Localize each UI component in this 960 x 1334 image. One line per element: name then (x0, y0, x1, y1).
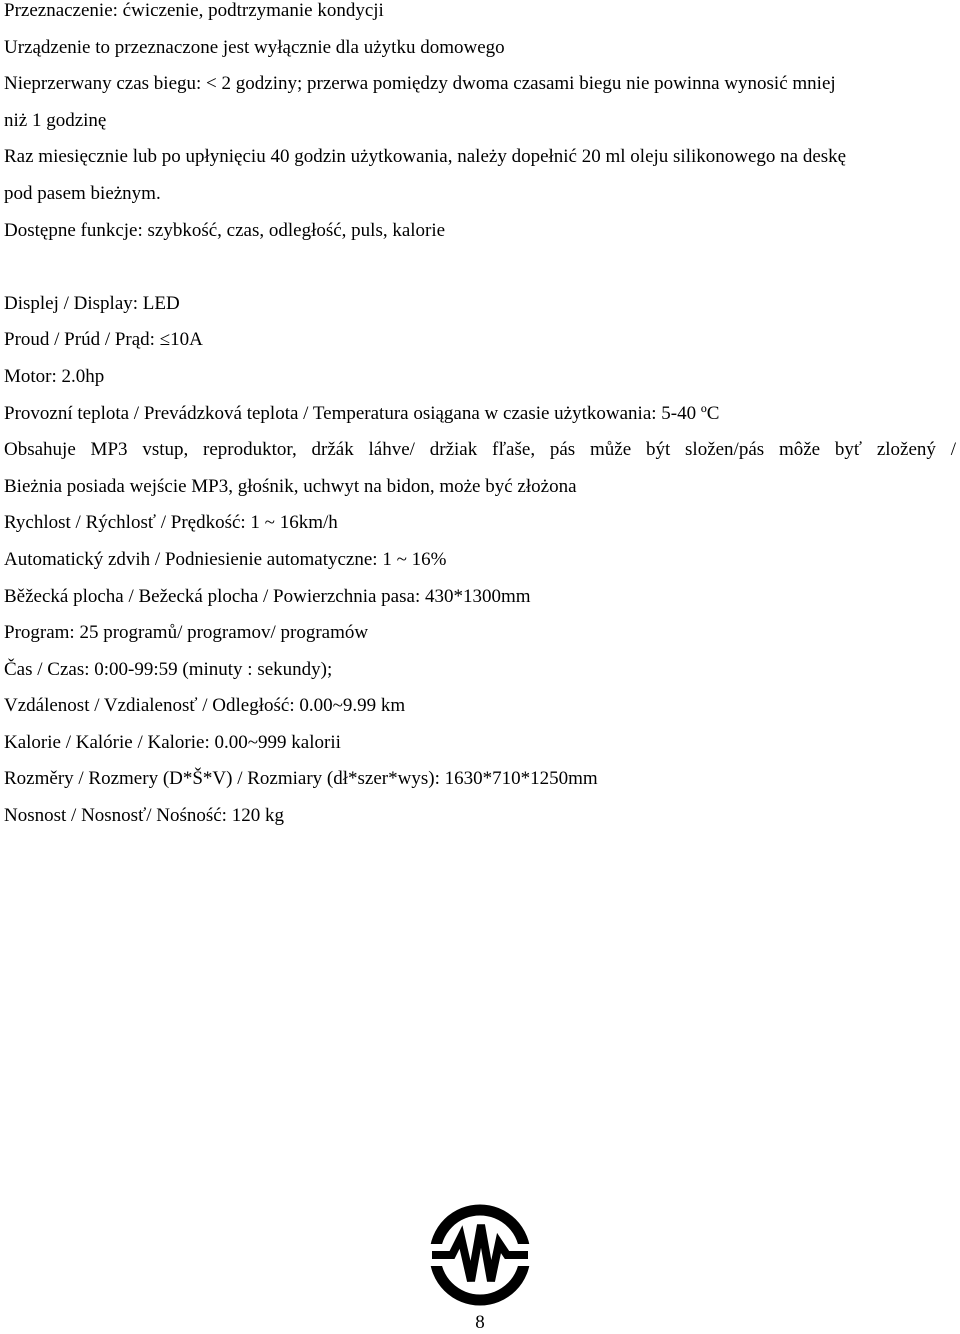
purpose-line: Przeznaczenie: ćwiczenie, podtrzymanie kondycji (4, 0, 384, 21)
features-spec-cz-sk: Obsahuje MP3 vstup, reproduktor, držák láhve/ držiak fľaše, pás může být složen/pás môže byť zložený / (4, 439, 956, 461)
document-body (4, 0, 956, 842)
distance-spec: Vzdálenost / Vzdialenosť / Odległość: 0.00~9.99 km (4, 695, 406, 717)
functions-line: Dostępne funkcje: szybkość, czas, odległość, puls, kalorie (4, 219, 446, 241)
belt-area-spec: Běžecká plocha / Bežecká plocha / Powierzchnia pasa: 430*1300mm (4, 585, 531, 607)
maintenance-line: Raz miesięcznie lub po upłynięciu 40 godzin użytkowania, należy dopełnić 20 ml oleju silikonowego na deskę (4, 146, 847, 168)
home-use-line: Urządzenie to przeznaczone jest wyłącznie dla użytku domowego (4, 36, 505, 58)
temperature-spec: Provozní teplota / Prevádzková teplota / Temperatura osiągana w czasie użytkowania: 5-40 ºC (4, 402, 720, 424)
display-spec: Displej / Display: LED (4, 292, 180, 314)
features-spec-pl: Bieżnia posiada wejście MP3, głośnik, uchwyt na bidon, może być złożona (4, 475, 577, 497)
calories-spec: Kalorie / Kalórie / Kalorie: 0.00~999 kalorii (4, 731, 341, 753)
blank-spacer (4, 256, 956, 293)
maintenance-line-cont: pod pasem bieżnym. (4, 182, 161, 204)
time-spec: Čas / Czas: 0:00-99:59 (minuty : sekundy); (4, 658, 333, 680)
max-load-spec: Nosnost / Nosnosť/ Nośność: 120 kg (4, 805, 284, 827)
run-time-line-cont: niż 1 godzinę (4, 109, 107, 131)
run-time-line: Nieprzerwany czas biegu: < 2 godziny; przerwa pomiędzy dwoma czasami biegu nie powinna wynosić mniej (4, 73, 836, 95)
speed-spec: Rychlost / Rýchlosť / Prędkość: 1 ~ 16km/h (4, 512, 338, 534)
programs-spec: Program: 25 programů/ programov/ programów (4, 622, 369, 644)
heartbeat-logo-icon (428, 1203, 532, 1307)
incline-spec: Automatický zdvih / Podniesienie automatyczne: 1 ~ 16% (4, 548, 447, 570)
motor-spec: Motor: 2.0hp (4, 365, 105, 387)
dimensions-spec: Rozměry / Rozmery (D*Š*V) / Rozmiary (dł*szer*wys): 1630*710*1250mm (4, 768, 598, 790)
page-number: 8 (475, 1312, 485, 1333)
current-spec: Proud / Prúd / Prąd: ≤10A (4, 329, 203, 351)
